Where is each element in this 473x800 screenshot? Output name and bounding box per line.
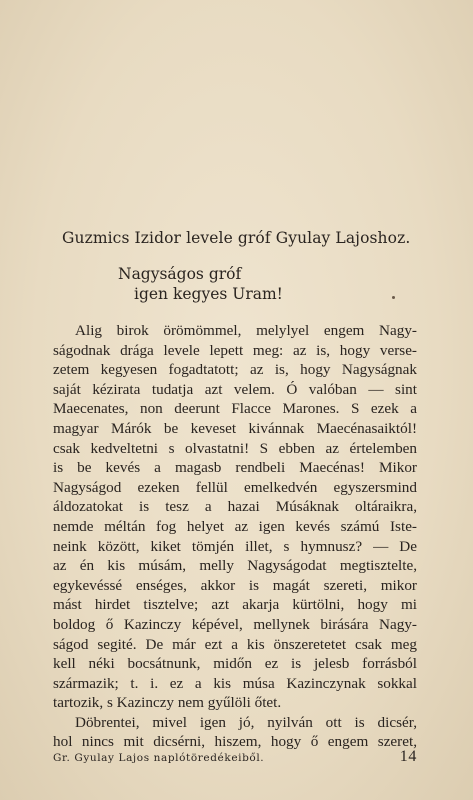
body-line: saját kézirata tudatja azt velem. Ó valóban — sint <box>53 380 417 398</box>
body-line: áldozatokat is tesz a hazai Músáknak oltáraikra, <box>53 498 417 516</box>
body-line: is be kevés a magasb rendbeli Maecénas! Mikor <box>53 459 417 477</box>
page-footer <box>53 748 417 768</box>
body-line: kell néki bocsátnunk, midőn ez is jelesb forrásból <box>53 655 417 673</box>
body-line: mást hirdet tisztelve; azt akarja kürtölni, hogy mi <box>53 596 417 614</box>
letter-heading: Guzmics Izidor levele gróf Gyulay Lajoshoz. <box>62 229 411 247</box>
body-line: Maecenates, non deerunt Flacce Marones. S ezek a <box>53 400 417 418</box>
body-line: magyar Márók be keveset kivánnak Maecénasaiktól! <box>53 419 417 437</box>
body-line: nemde méltán fog helyet az igen kevés számú Iste- <box>53 517 417 535</box>
body-line: Nagyságod ezeken fellül emelkedvén egyszersmind <box>53 478 417 496</box>
body-line: csak kedveltetni s olvastatni! S ebben az értelemben <box>53 439 417 457</box>
body-line: Alig birok örömömmel, melylyel engem Nagy- <box>75 322 417 339</box>
letter-body <box>53 321 417 752</box>
body-line: zetem kegyesen fogadtatott; az is, hogy Nagyságnak <box>53 361 417 379</box>
ink-mark <box>392 296 395 299</box>
body-line: boldog ő Kazinczy képével, mellynek birására Nagy- <box>53 615 417 633</box>
body-line: neink között, kiket tömjén illet, s hymnusz? — De <box>53 537 417 555</box>
body-line: hol nincs mit dicsérni, hiszem, hogy ő engem szeret, <box>53 733 417 751</box>
body-line: ságod segité. De már ezt a kis önszeretetet csak meg <box>53 635 417 653</box>
salutation-line-1: Nagyságos gróf <box>118 265 242 283</box>
body-line: származik; t. i. ez a kis músa Kazinczynak sokkal <box>53 674 417 692</box>
body-line: egykevéssé enséges, akkor is magát szereti, mikor <box>53 576 417 594</box>
body-line: tartozik, s Kazinczy nem gyűlöli őtet. <box>53 694 282 712</box>
page-number: 14 <box>399 748 417 765</box>
body-line: az én kis músám, melly Nagyságodat megtisztelte, <box>53 557 417 575</box>
body-line: ságodnak drága levele lepett meg: az is, hogy verse- <box>53 341 417 359</box>
salutation-line-2: igen kegyes Uram! <box>134 285 283 303</box>
body-line: Döbrentei, mivel igen jó, nyilván ott is dicsér, <box>75 713 417 731</box>
running-title: Gr. Gyulay Lajos naplótöredékeiből. <box>53 752 265 764</box>
